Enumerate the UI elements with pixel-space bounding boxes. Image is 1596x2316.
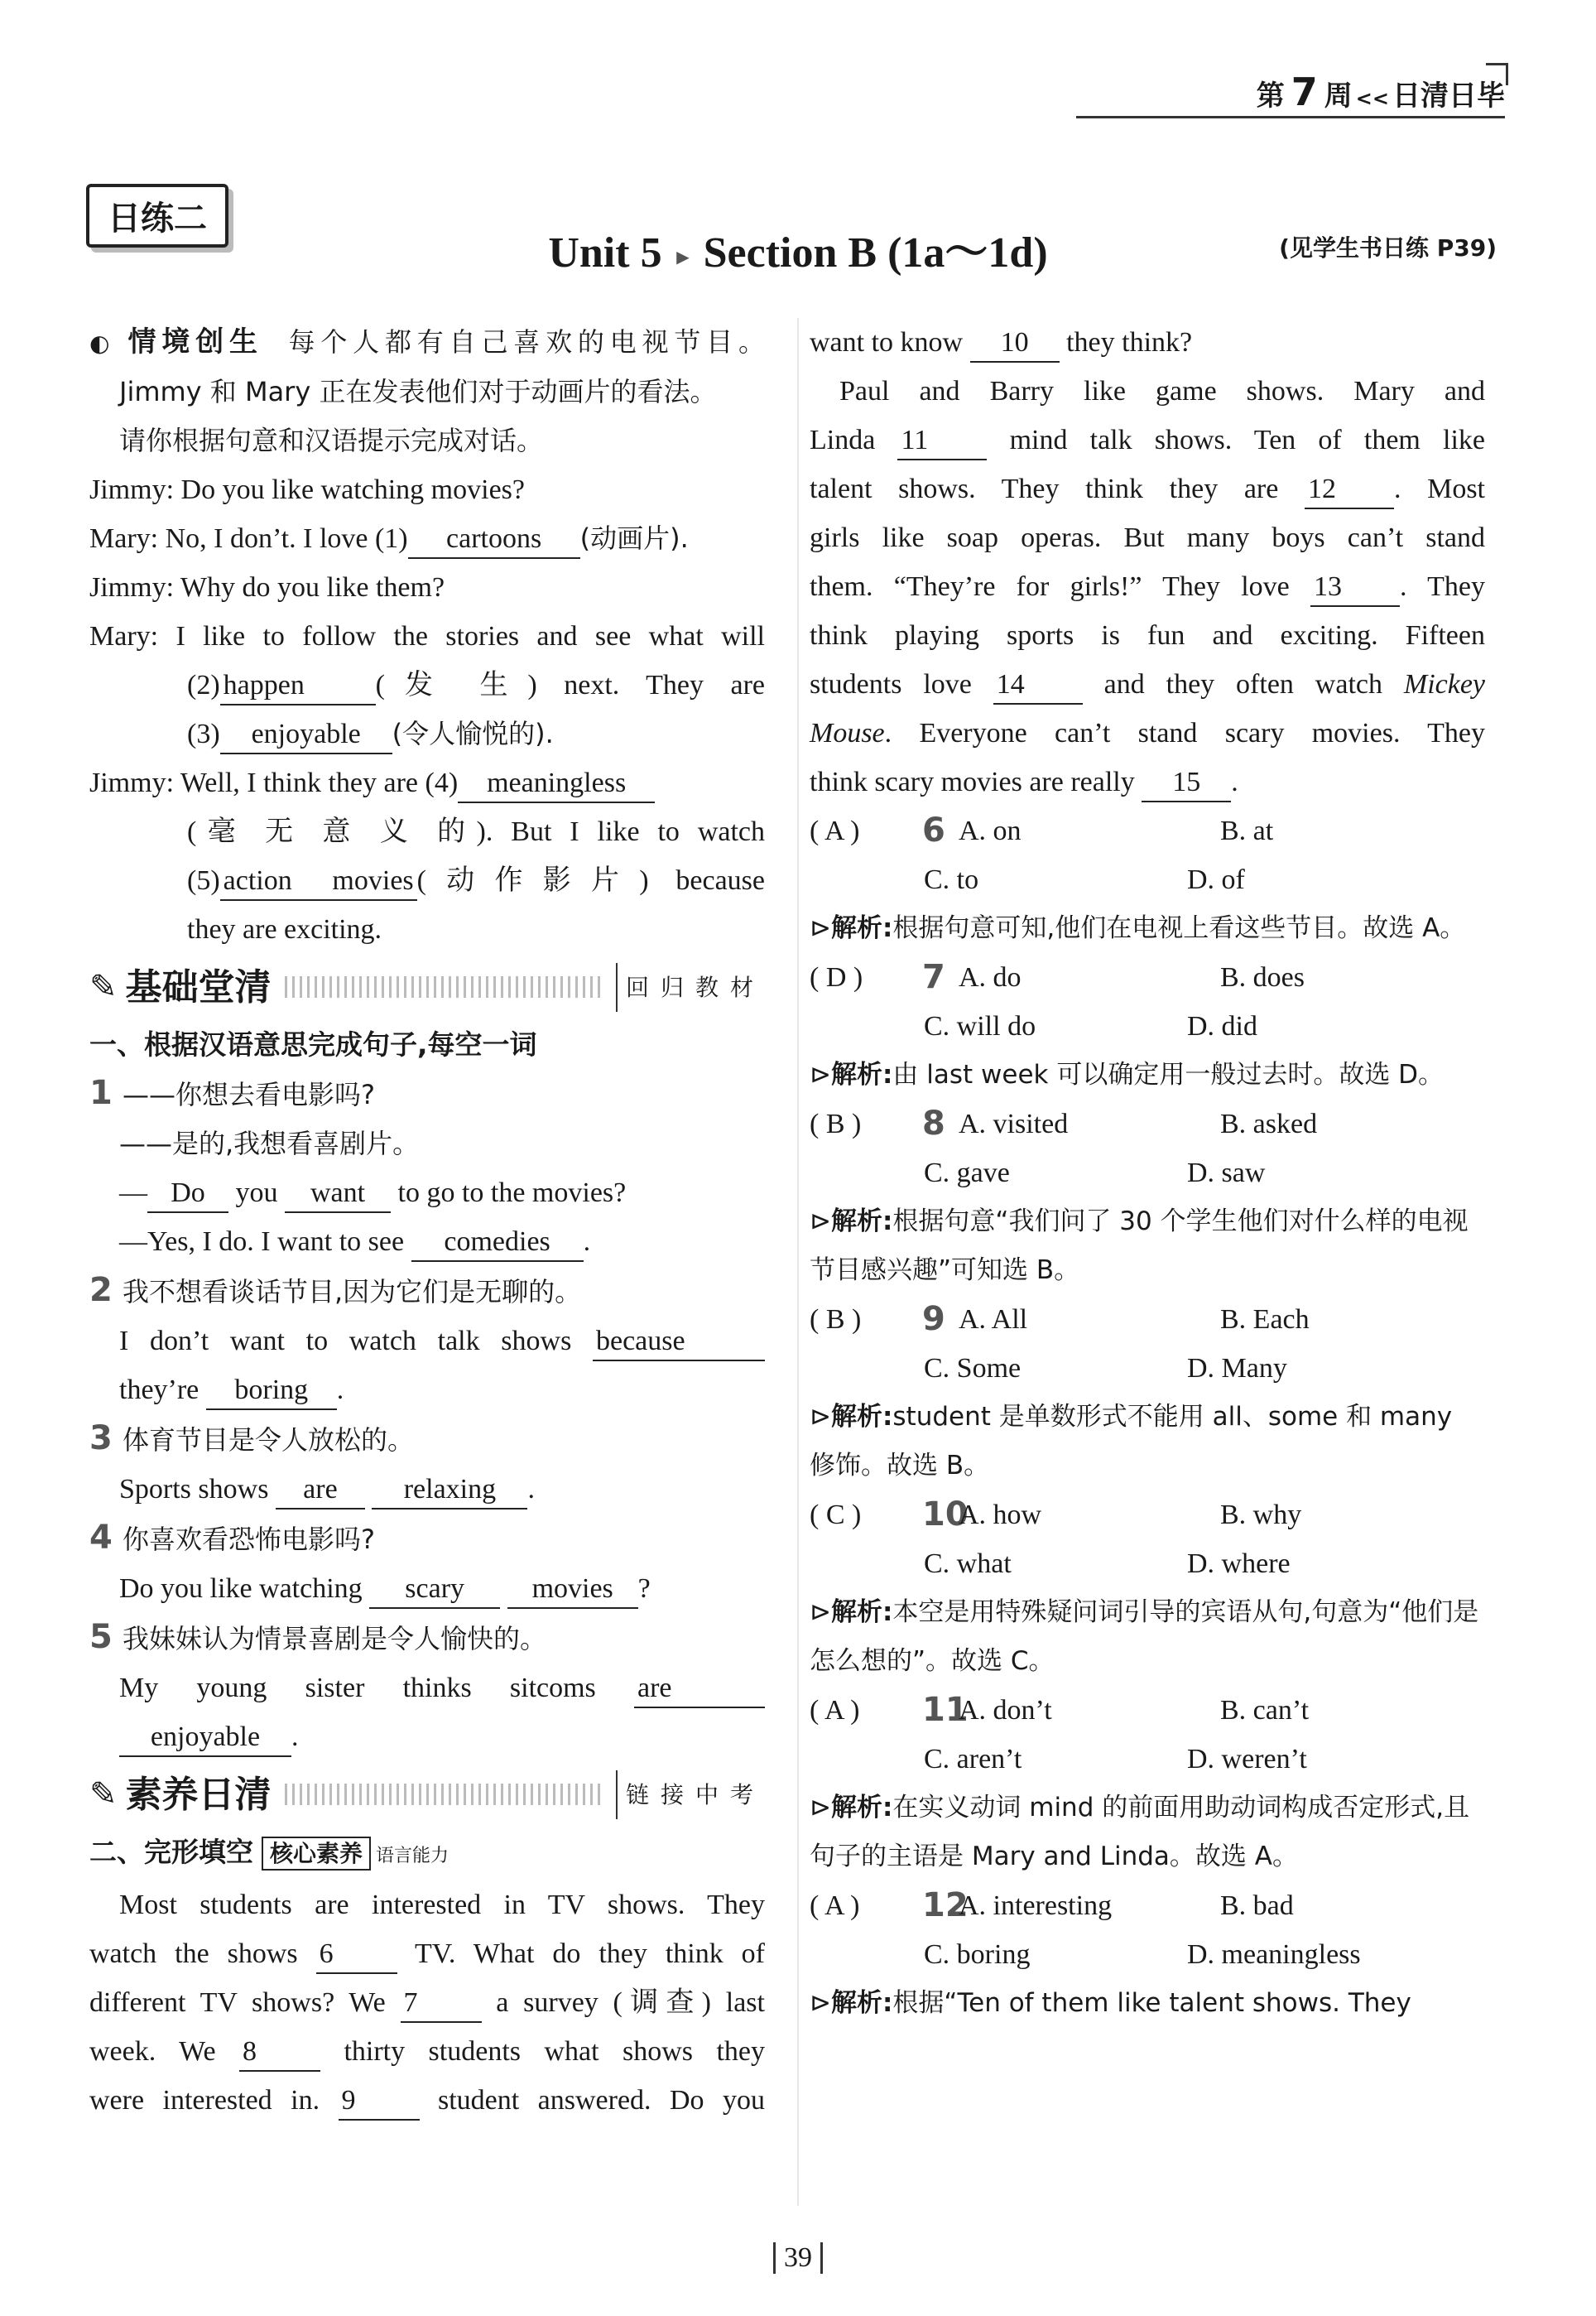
analysis-text: 在实义动词 mind 的前面用助动词构成否定形式,且句子的主语是 Mary and Linda。故选 A。 (810, 1793, 1470, 1871)
option-d: D. Many (1187, 1353, 1287, 1384)
week-prefix: 第 (1256, 79, 1285, 113)
answer-choice: ( D ) (810, 962, 863, 993)
answer-choice: ( B ) (810, 1109, 862, 1139)
passage-line: were interested in. (89, 2085, 320, 2116)
passage-line: a survey (调查) last (496, 1987, 765, 2018)
question-text: to go to the movies? (397, 1177, 627, 1208)
analysis-icon: ⊳ (810, 1206, 831, 1236)
answer-choice: ( A ) (810, 816, 860, 846)
answer-choice: ( A ) (810, 1695, 860, 1726)
punct: . (291, 1721, 299, 1752)
option-b: B. asked (1220, 1109, 1318, 1139)
analysis-text: 根据“Ten of them like talent shows. They (892, 1988, 1411, 2018)
option-b: B. bad (1220, 1890, 1294, 1921)
decorative-stripes (285, 1784, 603, 1805)
option-a: A. do (959, 962, 1022, 993)
blank-number: 7 (401, 1985, 482, 2023)
dialog-line: (3) (187, 719, 220, 749)
passage-line: them. “They’re for girls!” They love (810, 571, 1290, 602)
answer-blank: relaxing (372, 1471, 527, 1509)
week-header (1257, 70, 1505, 114)
option-b: B. does (1220, 962, 1305, 993)
section-tag: 回归教材 (616, 963, 765, 1012)
passage-line: week. We (89, 2036, 216, 2067)
analysis-icon: ⊳ (810, 1793, 831, 1822)
analysis-text: student 是单数形式不能用 all、some 和 many 修饰。故选 B。 (810, 1402, 1453, 1481)
scenario-intro: 每个人都有自己喜欢的电视节目。 (288, 326, 766, 358)
blank-number: 12 (1305, 471, 1394, 509)
question-chinese: ——是的,我想看喜剧片。 (119, 1128, 420, 1159)
dialog-line: (动画片). (579, 522, 689, 554)
analysis-icon: ⊳ (810, 913, 831, 943)
answer-blank: are (634, 1670, 765, 1708)
week-suffix: 周 (1324, 79, 1353, 113)
right-column (810, 318, 1485, 2028)
passage-line: want to know (810, 327, 964, 358)
answer-blank: action movies (220, 863, 417, 901)
blank-number: 6 (316, 1936, 397, 1974)
question-text: you (235, 1177, 278, 1208)
passage-line: think playing sports is fun and exciting. Fifteen (810, 620, 1485, 651)
dialog-line: they are exciting. (187, 914, 382, 945)
part-title: 二、完形填空 (89, 1836, 253, 1868)
scenario-intro: 请你根据句意和汉语提示完成对话。 (119, 425, 544, 456)
triangle-icon: ▸ (676, 244, 689, 271)
question-number: 11 (922, 1691, 969, 1729)
option-d: D. weren’t (1187, 1744, 1307, 1774)
passage-line: TV. What do they think of (414, 1938, 765, 1969)
passage-line: Mouse (810, 718, 885, 749)
blank-number: 14 (993, 667, 1083, 705)
passage-line: they think? (1066, 327, 1193, 358)
blank-number: 8 (239, 2034, 320, 2072)
option-d: D. meaningless (1187, 1939, 1361, 1970)
analysis-label: 解析: (830, 1402, 893, 1432)
answer-choice: ( B ) (810, 1304, 862, 1335)
answer-choice: ( C ) (810, 1500, 862, 1530)
option-c: C. will do (924, 1011, 1036, 1042)
analysis-label: 解析: (830, 1206, 893, 1236)
dialog-line: Mary: I like to follow the stories and see what will (89, 621, 765, 652)
question-item (810, 1881, 1485, 2028)
question-chinese: 我妹妹认为情景喜剧是令人愉快的。 (123, 1623, 547, 1654)
dialog-line: (动作影片) because (416, 865, 765, 896)
question-chinese: 体育节目是令人放松的。 (123, 1424, 415, 1456)
punct: . (583, 1226, 591, 1257)
question-text: they’re (119, 1375, 200, 1405)
left-column (89, 318, 765, 2125)
punct: . (336, 1375, 344, 1405)
passage-line: thirty students what shows they (344, 2036, 765, 2067)
dialog-line: Jimmy: Why do you like them? (89, 572, 445, 603)
punct: . (527, 1474, 535, 1505)
passage-line: . Most (1393, 474, 1486, 504)
option-d: D. did (1187, 1011, 1257, 1042)
passage-line: Mickey (1403, 669, 1486, 700)
analysis-label: 解析: (830, 1597, 893, 1627)
dialog-line: (2) (187, 670, 220, 701)
page-number (0, 2242, 1596, 2274)
page-number-text: 39 (773, 2242, 823, 2274)
answer-blank: boring (206, 1372, 337, 1410)
dialog-line: Jimmy: Well, I think they are (4) (89, 768, 459, 798)
section-heading-text: 基础堂清 (125, 965, 272, 1009)
section-heading-literacy (89, 1761, 765, 1827)
passage-line: think scary movies are really (810, 767, 1135, 797)
passage-line: and they often watch (1103, 669, 1382, 700)
analysis-text: 由 last week 可以确定用一般过去时。故选 D。 (892, 1060, 1445, 1090)
option-d: D. where (1187, 1548, 1291, 1579)
option-a: A. don’t (959, 1695, 1052, 1726)
answer-blank: want (285, 1175, 391, 1213)
dialog-line: Mary: No, I don’t. I love (1) (89, 523, 408, 554)
question-chinese: ——你想去看电影吗? (123, 1079, 375, 1110)
question-text: I don’t want to watch talk shows (119, 1326, 572, 1356)
section-heading-basic (89, 954, 765, 1020)
question-item (810, 1686, 1485, 1881)
question-chinese: 我不想看谈话节目,因为它们是无聊的。 (123, 1276, 582, 1307)
passage-line: student answered. Do you (437, 2085, 765, 2116)
blank-number: 9 (339, 2082, 420, 2121)
blank-number: 10 (970, 325, 1060, 363)
scenario-label: 情境创生 (127, 325, 263, 359)
passage-line: watch the shows (89, 1938, 298, 1969)
answer-blank: enjoyable (220, 716, 392, 754)
answer-blank: movies (507, 1571, 638, 1609)
punct: ? (637, 1573, 651, 1604)
part-title: 一、根据汉语意思完成句子,每空一词 (89, 1028, 537, 1061)
blank-number: 13 (1310, 569, 1400, 607)
pencil-icon: ✎ (89, 967, 118, 1006)
option-c: C. Some (924, 1353, 1022, 1384)
question-text: Do you like watching (119, 1573, 363, 1604)
reference-note: (见学生书日练 P39) (1279, 234, 1497, 262)
answer-blank: enjoyable (119, 1719, 291, 1757)
question-item (810, 807, 1485, 953)
blank-number: 15 (1142, 764, 1231, 802)
analysis-label: 解析: (830, 1988, 893, 2018)
analysis-icon: ⊳ (810, 1597, 831, 1627)
passage-line: Most students are interested in TV shows. They (119, 1890, 765, 1920)
analysis-label: 解析: (830, 1060, 893, 1090)
arrows-icon: << (1355, 87, 1389, 110)
passage-line: girls like soap operas. But many boys can’t stand (810, 522, 1485, 553)
option-a: A. how (959, 1500, 1042, 1530)
question-number: 9 (922, 1300, 945, 1338)
option-d: D. of (1187, 864, 1245, 895)
question-text: Sports shows (119, 1474, 269, 1505)
section-tag: 链接中考 (616, 1770, 765, 1819)
option-c: C. to (924, 864, 979, 895)
column-divider (797, 318, 799, 2206)
pencil-icon: ✎ (89, 1774, 118, 1813)
analysis-text: 根据句意“我们问了 30 个学生他们对什么样的电视节目感兴趣”可知选 B。 (810, 1206, 1469, 1285)
bulb-icon: ◐ (89, 330, 116, 357)
answer-blank: scary (369, 1571, 500, 1609)
answer-blank: meaningless (458, 765, 655, 803)
option-b: B. at (1220, 816, 1274, 846)
option-a: A. visited (959, 1109, 1069, 1139)
answer-blank: Do (147, 1175, 228, 1213)
question-chinese: 你喜欢看恐怖电影吗? (123, 1524, 375, 1555)
passage-line: students love (810, 669, 972, 700)
analysis-icon: ⊳ (810, 1402, 831, 1432)
unit-label: Unit 5 (548, 229, 662, 277)
ability-label: 语言能力 (376, 1846, 449, 1866)
question-item (810, 953, 1485, 1100)
passage-line: . (1231, 767, 1238, 797)
option-c: C. aren’t (924, 1744, 1022, 1774)
answer-blank: happen (220, 667, 376, 705)
question-text: —Yes, I do. I want to see (119, 1226, 405, 1257)
option-a: A. All (959, 1304, 1028, 1335)
dialog-line: (发 生) next. They are (375, 670, 765, 701)
week-number: 7 (1291, 70, 1318, 114)
question-number: 1 (89, 1074, 113, 1112)
blank-number: 11 (897, 422, 987, 460)
answer-blank: cartoons (408, 521, 580, 559)
question-number: 7 (922, 958, 945, 996)
answer-choice: ( A ) (810, 1890, 860, 1921)
passage-line: different TV shows? We (89, 1987, 386, 2018)
answer-blank: because (593, 1323, 765, 1361)
question-item (810, 1295, 1485, 1490)
passage-line: . They (1400, 571, 1485, 602)
analysis-label: 解析: (830, 913, 893, 943)
core-literacy-badge: 核心素养 (262, 1837, 371, 1871)
passage-line: mind talk shows. Ten of them like (1009, 425, 1485, 455)
section-heading-text: 素养日清 (125, 1773, 272, 1816)
question-item (810, 1100, 1485, 1295)
brand-label: 日清日毕 (1392, 79, 1505, 113)
answer-blank: comedies (411, 1224, 584, 1262)
answer-blank: are (276, 1471, 365, 1509)
dialog-line: (令人愉悦的). (392, 718, 554, 749)
question-item (810, 1490, 1485, 1686)
analysis-text: 根据句意可知,他们在电视上看这些节目。故选 A。 (892, 913, 1466, 943)
dialog-line: (5) (187, 865, 220, 896)
option-c: C. boring (924, 1939, 1031, 1970)
question-number: 12 (922, 1886, 969, 1924)
option-c: C. what (924, 1548, 1012, 1579)
option-b: B. why (1220, 1500, 1302, 1530)
scenario-intro: Jimmy 和 Mary 正在发表他们对于动画片的看法。 (119, 376, 717, 407)
dash: — (119, 1177, 147, 1208)
analysis-icon: ⊳ (810, 1060, 831, 1090)
question-text: My young sister thinks sitcoms (119, 1673, 596, 1703)
passage-line: Paul and Barry like game shows. Mary and (839, 376, 1485, 407)
question-number: 3 (89, 1419, 113, 1457)
question-number: 10 (922, 1495, 969, 1534)
passage-line: . Everyone can’t stand scary movies. They (884, 718, 1485, 749)
analysis-icon: ⊳ (810, 1988, 831, 2018)
question-number: 2 (89, 1271, 113, 1309)
question-number: 5 (89, 1618, 113, 1656)
question-list (810, 807, 1485, 2028)
option-a: A. on (959, 816, 1022, 846)
decorative-stripes (285, 976, 603, 998)
option-d: D. saw (1187, 1158, 1266, 1188)
question-number: 4 (89, 1519, 113, 1557)
option-b: B. can’t (1220, 1695, 1310, 1726)
analysis-label: 解析: (830, 1793, 893, 1822)
dialog-line: Jimmy: Do you like watching movies? (89, 474, 525, 505)
passage-line: Linda (810, 425, 876, 455)
header-rule (1076, 116, 1505, 118)
option-b: B. Each (1220, 1304, 1310, 1335)
section-label: Section B (1a～1d) (703, 229, 1048, 277)
passage-line: talent shows. They think they are (810, 474, 1279, 504)
question-number: 6 (922, 811, 945, 850)
day-badge: 日练二 (86, 184, 228, 248)
option-a: A. interesting (959, 1890, 1113, 1921)
option-c: C. gave (924, 1158, 1010, 1188)
dialog-line: (毫 无 意 义 的). But I like to watch (187, 816, 765, 847)
question-number: 8 (922, 1105, 945, 1143)
analysis-text: 本空是用特殊疑问词引导的宾语从句,句意为“他们是怎么想的”。故选 C。 (810, 1597, 1479, 1676)
